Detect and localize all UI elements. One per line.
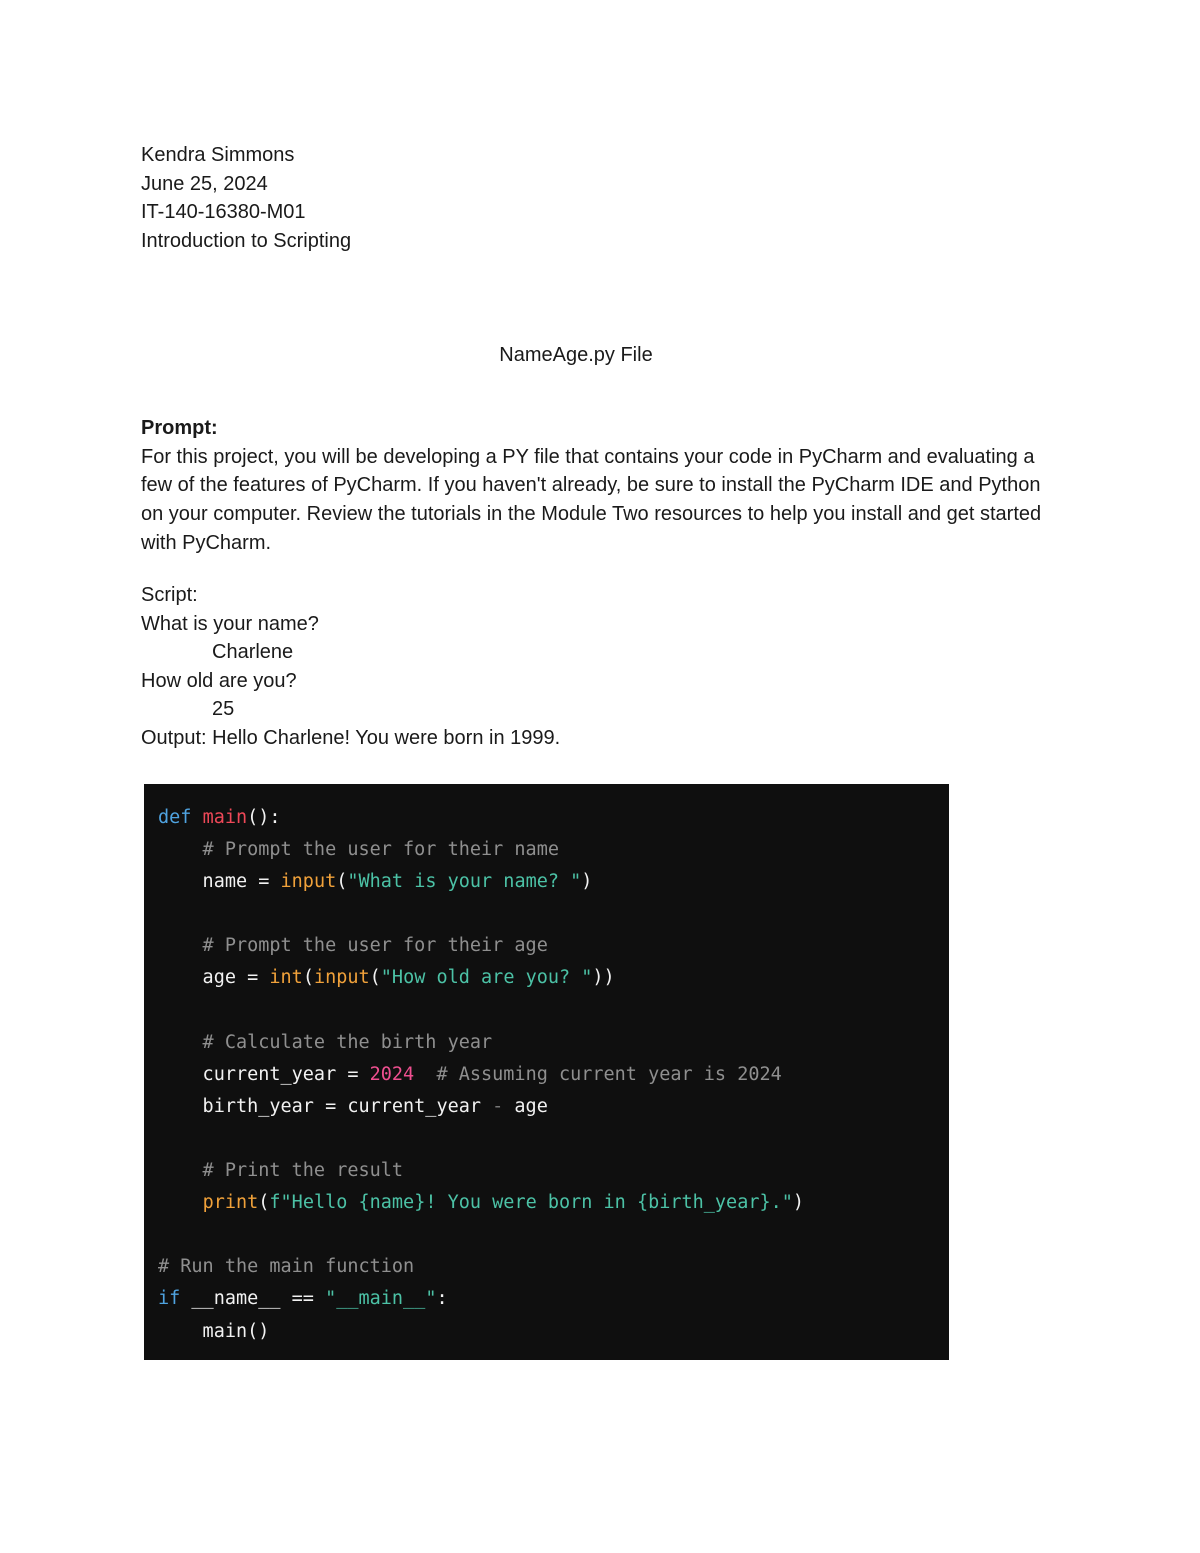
script-question-age: How old are you? [141, 669, 297, 692]
code-token: age = [158, 967, 270, 989]
code-token: # Run the main function [158, 1256, 415, 1278]
code-token: __name__ == [180, 1288, 326, 1310]
code-token: ( [258, 1192, 270, 1214]
code-line [158, 1123, 949, 1155]
code-token: main() [158, 1320, 270, 1342]
code-token: def [158, 807, 192, 828]
code-line [158, 1155, 949, 1187]
prompt-heading: Prompt: [141, 417, 218, 439]
code-line [158, 1283, 949, 1315]
code-token: f"Hello {name}! You were born in {birth_year}." [269, 1192, 793, 1214]
code-token: birth_year = current_year [158, 1095, 493, 1117]
code-token: if [158, 1288, 181, 1310]
script-label: Script: [141, 584, 198, 606]
code-line [158, 1059, 949, 1091]
code-line [158, 1219, 949, 1251]
code-token: # Print the result [158, 1160, 404, 1182]
code-token: ) [792, 1192, 805, 1214]
code-token: # Assuming current year is 2024 [414, 1063, 782, 1085]
code-line [158, 995, 949, 1027]
code-token: age [503, 1095, 548, 1117]
code-line [158, 834, 949, 866]
code-token: "__main__" [325, 1288, 437, 1310]
code-token: : [436, 1288, 448, 1310]
code-token: - [492, 1095, 504, 1117]
script-output: Output: Hello Charlene! You were born in 1999. [141, 726, 561, 749]
code-line [158, 1027, 949, 1059]
code-token: main [202, 807, 248, 828]
code-token: )) [592, 967, 615, 989]
script-question-name: What is your name? [141, 612, 319, 635]
code-line [158, 1251, 949, 1283]
script-answer-name: Charlene [212, 641, 294, 663]
code-token: "How old are you? " [380, 967, 593, 989]
course-name: Introduction to Scripting [141, 230, 352, 253]
code-token: (): [247, 807, 281, 828]
document-title: NameAge.py File [499, 344, 653, 366]
course-code: IT-140-16380-M01 [141, 201, 306, 224]
code-token: # Prompt the user for their age [158, 935, 548, 957]
code-token: print [202, 1192, 259, 1214]
code-token [158, 1192, 203, 1213]
code-token: input [280, 871, 337, 893]
code-line [158, 866, 949, 898]
code-line [158, 1316, 949, 1348]
code-screenshot [144, 784, 949, 1360]
code-token: # Prompt the user for their name [158, 839, 559, 861]
code-token: "What is your name? " [347, 871, 582, 893]
header-block [141, 141, 351, 256]
script-section [141, 581, 560, 752]
code-line [158, 1187, 949, 1219]
code-token: # Calculate the birth year [158, 1031, 493, 1053]
code-token: current_year = [158, 1063, 370, 1085]
code-token: name = [158, 871, 281, 893]
code-token: ( [302, 967, 314, 989]
code-token: int [269, 967, 303, 989]
code-line [158, 930, 949, 962]
prompt-body: For this project, you will be developing a PY file that contains your code in PyCharm and evaluating a few of the features of PyCharm. If you haven't already, be sure to install the PyCharm IDE and Python on your computer. Review the tutorials in the Module Two resources to help you install and get started with PyCharm. [141, 445, 1042, 554]
code-line [158, 1091, 949, 1123]
code-token: ( [369, 967, 381, 989]
code-line [158, 962, 949, 994]
script-answer-age: 25 [212, 698, 235, 720]
code-line [158, 898, 949, 930]
code-token: ) [581, 871, 593, 893]
prompt-section [141, 414, 1061, 558]
author-name: Kendra Simmons [141, 144, 295, 166]
code-token [191, 807, 202, 828]
code-line [158, 802, 949, 834]
code-token: 2024 [369, 1063, 415, 1085]
code-token: ( [336, 871, 348, 893]
code-token: input [313, 967, 370, 989]
document-date: June 25, 2024 [141, 172, 268, 195]
